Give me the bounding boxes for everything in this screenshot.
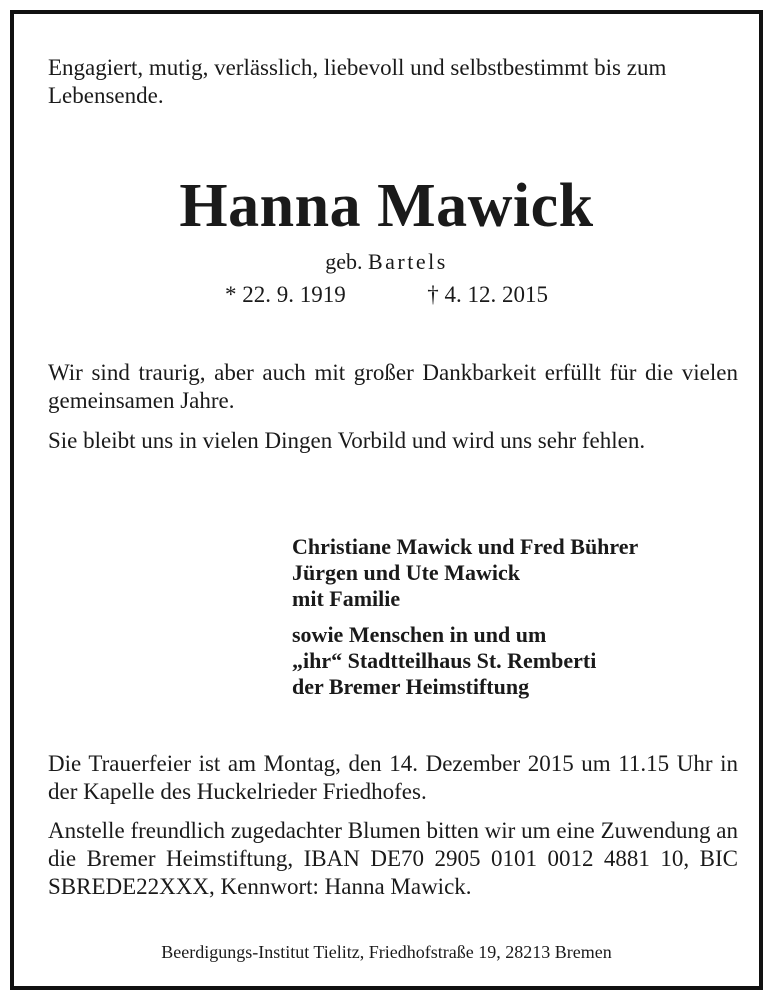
donation-notice: Anstelle freundlich zugedachter Blumen bitten wir um eine Zuwendung an die Bremer Heimstiftung, IBAN DE70 2905 0101 0012 4881 10, BIC SBREDE22XXX, Kennwort: Hanna Mawick. <box>48 818 738 899</box>
funeral-notice: Die Trauerfeier ist am Montag, den 14. Dezember 2015 um 11.15 Uhr in der Kapelle des Huckelrieder Friedhofes. <box>48 751 738 804</box>
birth-date: * 22. 9. 1919 <box>225 282 346 307</box>
born-name-value: Bartels <box>367 249 448 274</box>
community-lines <box>292 622 742 700</box>
death-date: † 4. 12. 2015 <box>427 282 548 307</box>
mourners-block <box>292 534 742 700</box>
family-line: Christiane Mawick und Fred Bührer <box>292 534 639 559</box>
born-name <box>14 248 759 276</box>
life-dates <box>14 280 759 310</box>
community-line: der Bremer Heimstiftung <box>292 674 530 699</box>
community-line: „ihr“ Stadtteilhaus St. Remberti <box>292 648 597 673</box>
deceased-name: Hanna Mawick <box>179 172 594 240</box>
family-line: mit Familie <box>292 586 401 611</box>
family-lines <box>292 534 742 612</box>
obituary-frame <box>10 10 763 990</box>
family-line: Jürgen und Ute Mawick <box>292 560 520 585</box>
community-line: sowie Menschen in und um <box>292 622 547 647</box>
message-paragraph-2: Sie bleibt uns in vielen Dingen Vorbild und wird uns sehr fehlen. <box>48 428 646 453</box>
motto-text: Engagiert, mutig, verlässlich, liebevoll und selbstbestimmt bis zum Lebensende. <box>48 55 667 108</box>
funeral-home-footer: Beerdigungs-Institut Tielitz, Friedhofstraße 19, 28213 Bremen <box>161 942 612 962</box>
message-paragraph-1: Wir sind traurig, aber auch mit großer Dankbarkeit erfüllt für die vielen gemeinsamen Jahre. <box>48 360 738 413</box>
born-name-prefix: geb. <box>325 249 363 274</box>
